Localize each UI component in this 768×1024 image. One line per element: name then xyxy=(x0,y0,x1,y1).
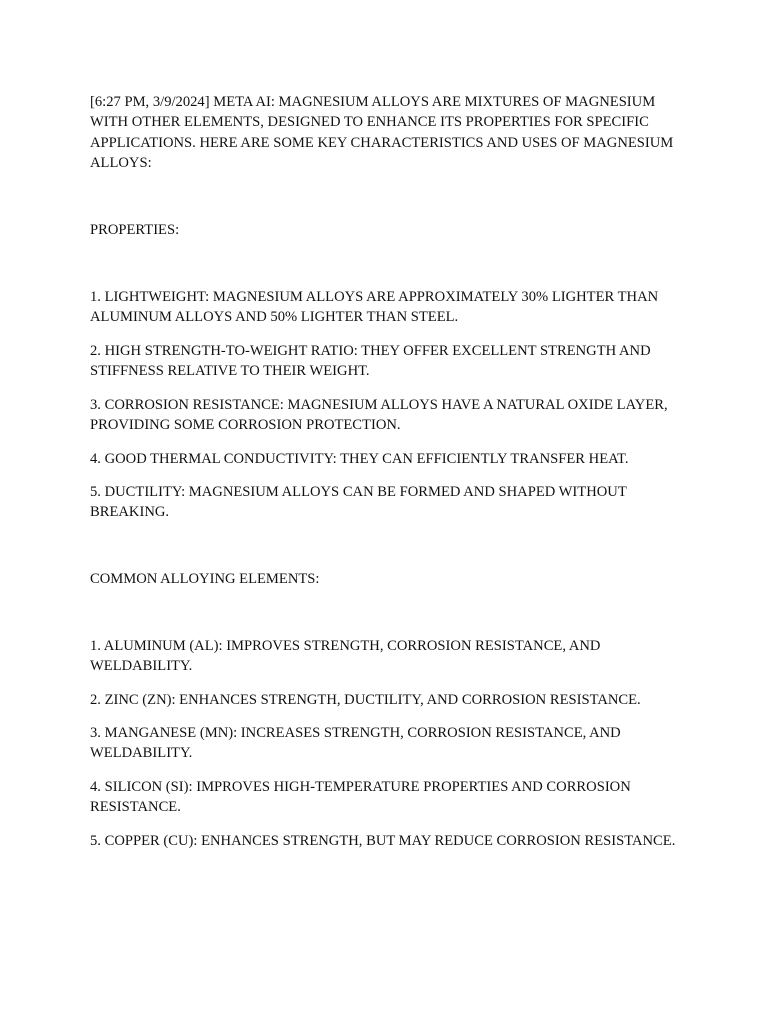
property-item-5: 5. DUCTILITY: MAGNESIUM ALLOYS CAN BE FORMED AND SHAPED WITHOUT BREAKING. xyxy=(90,484,627,521)
property-item-2: 2. HIGH STRENGTH-TO-WEIGHT RATIO: THEY OFFER EXCELLENT STRENGTH AND STIFFNESS RELATIVE TO THEIR WEIGHT. xyxy=(90,343,651,380)
intro-paragraph: [6:27 PM, 3/9/2024] META AI: MAGNESIUM ALLOYS ARE MIXTURES OF MAGNESIUM WITH OTHER ELEMENTS, DESIGNED TO ENHANCE ITS PROPERTIES FOR SPECIFIC APPLICATIONS. HERE ARE SOME KEY CHARACTERISTICS AND USES OF MAGNESIUM ALLOYS: xyxy=(90,94,674,172)
alloying-element-item-3: 3. MANGANESE (MN): INCREASES STRENGTH, CORROSION RESISTANCE, AND WELDABILITY. xyxy=(90,725,621,762)
alloying-element-item-1: 1. ALUMINUM (AL): IMPROVES STRENGTH, CORROSION RESISTANCE, AND WELDABILITY. xyxy=(90,638,601,675)
alloying-element-item-4: 4. SILICON (SI): IMPROVES HIGH-TEMPERATURE PROPERTIES AND CORROSION RESISTANCE. xyxy=(90,779,631,816)
alloying-elements-heading: COMMON ALLOYING ELEMENTS: xyxy=(90,571,320,587)
properties-heading: PROPERTIES: xyxy=(90,222,180,238)
alloying-element-item-5: 5. COPPER (CU): ENHANCES STRENGTH, BUT MAY REDUCE CORROSION RESISTANCE. xyxy=(90,833,676,849)
alloying-element-item-2: 2. ZINC (ZN): ENHANCES STRENGTH, DUCTILITY, AND CORROSION RESISTANCE. xyxy=(90,692,641,708)
property-item-4: 4. GOOD THERMAL CONDUCTIVITY: THEY CAN EFFICIENTLY TRANSFER HEAT. xyxy=(90,451,629,467)
property-item-3: 3. CORROSION RESISTANCE: MAGNESIUM ALLOYS HAVE A NATURAL OXIDE LAYER, PROVIDING SOME CORROSION PROTECTION. xyxy=(90,397,668,434)
property-item-1: 1. LIGHTWEIGHT: MAGNESIUM ALLOYS ARE APPROXIMATELY 30% LIGHTER THAN ALUMINUM ALLOYS AND 50% LIGHTER THAN STEEL. xyxy=(90,289,659,326)
